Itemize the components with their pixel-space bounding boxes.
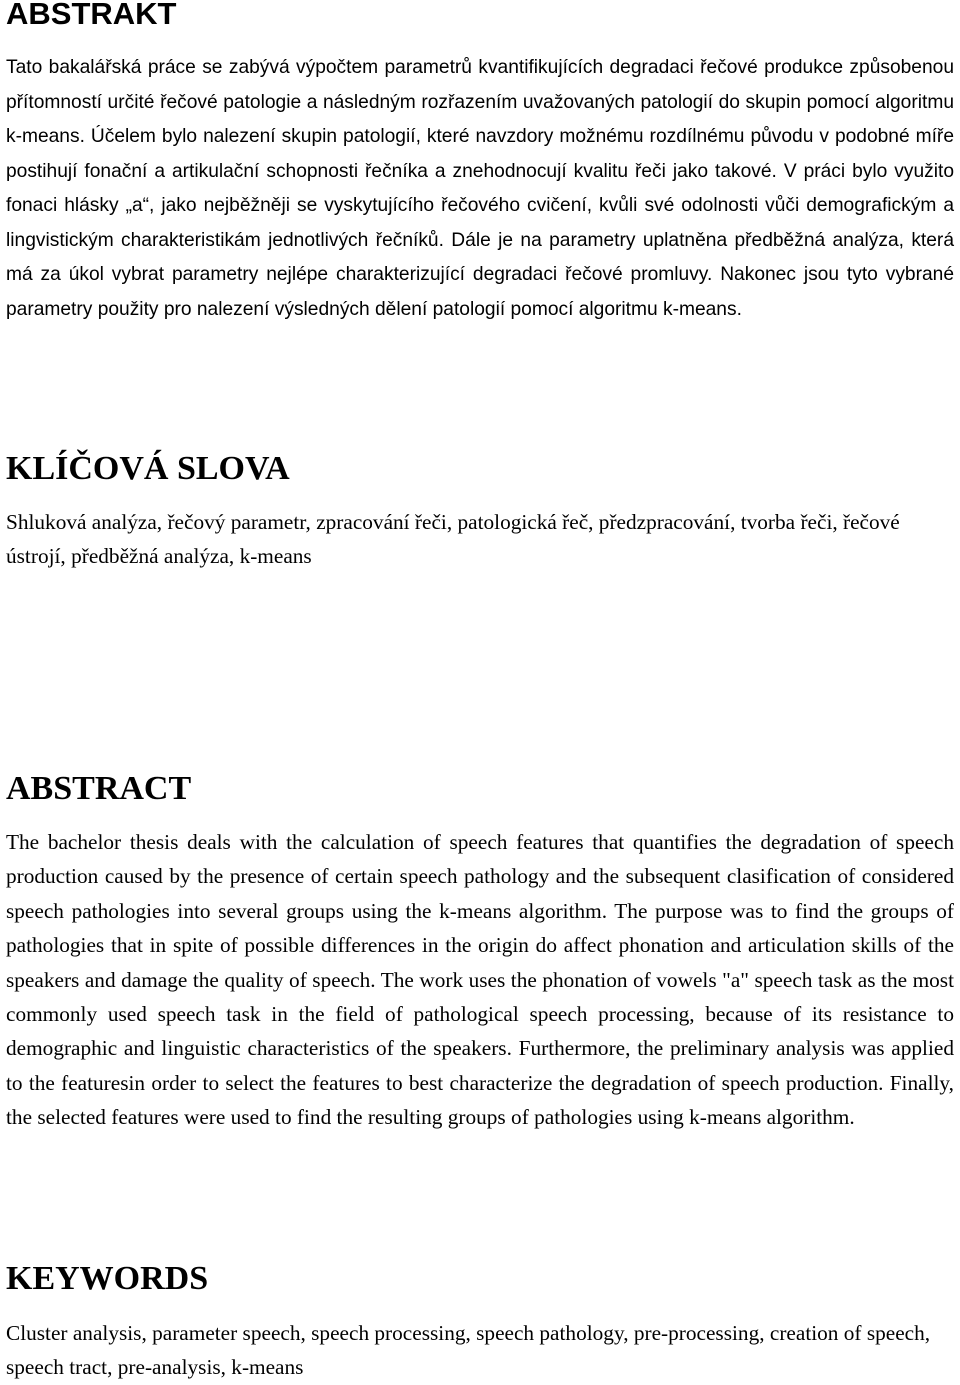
abstrakt-paragraph: Tato bakalářská práce se zabývá výpočtem parametrů kvantifikujících degradaci řečové produkce způsobenou přítomností určité řečové patologie a následným rozřazením uvažovaných patologií do skupin pomocí algoritmu k-means. Účelem bylo nalezení skupin patologií, které navzdory možnému rozdílnému původu v podobné míře postihují fonační a artikulační schopnosti řečníka a znehodnocují kvalitu řeči jako takové. V práci bylo využito fonaci hlásky „a“, jako nejběžněji se vyskytujícího řečového cvičení, kvůli své odolnosti vůči demografickým a lingvistickým charakteristikám jednotlivých řečníků. Dále je na parametry uplatněna předběžná analýza, která má za úkol vybrat parametry nejlépe charakterizující degradaci řečové promluvy. Nakonec jsou tyto vybrané parametry použity pro nalezení výsledných dělení patologií pomocí algoritmu k-means. <box>6 57 954 320</box>
keywords-paragraph: Cluster analysis, parameter speech, speech processing, speech pathology, pre-processing, creation of speech, speech tract, pre-analysis, k-means <box>6 1321 931 1380</box>
klicova-slova-paragraph: Shluková analýza, řečový parametr, zpracování řeči, patologická řeč, předzpracování, tvorba řeči, řečové ústrojí, předběžná analýza, k-means <box>6 510 900 569</box>
klicova-slova-heading: KLÍČOVÁ SLOVA <box>6 450 290 487</box>
keywords-heading: KEYWORDS <box>6 1260 209 1297</box>
abstract-heading: ABSTRACT <box>6 770 192 807</box>
abstrakt-heading: ABSTRAKT <box>6 0 177 31</box>
abstract-paragraph: The bachelor thesis deals with the calculation of speech features that quantifies the degradation of speech production caused by the presence of certain speech pathology and the subsequent clasification of considered speech pathologies into several groups using the k-means algorithm. The purpose was to find the groups of pathologies that in spite of possible differences in the origin do affect phonation and articulation skills of the speakers and damage the quality of speech. The work uses the phonation of vowels "a" speech task as the most commonly used speech task in the field of pathological speech processing, because of its resistance to demographic and linguistic characteristics of the speakers. Furthermore, the preliminary analysis was applied to the featuresin order to select the features to best characterize the degradation of speech production. Finally, the selected features were used to find the resulting groups of pathologies using k-means algorithm. <box>6 830 954 1130</box>
